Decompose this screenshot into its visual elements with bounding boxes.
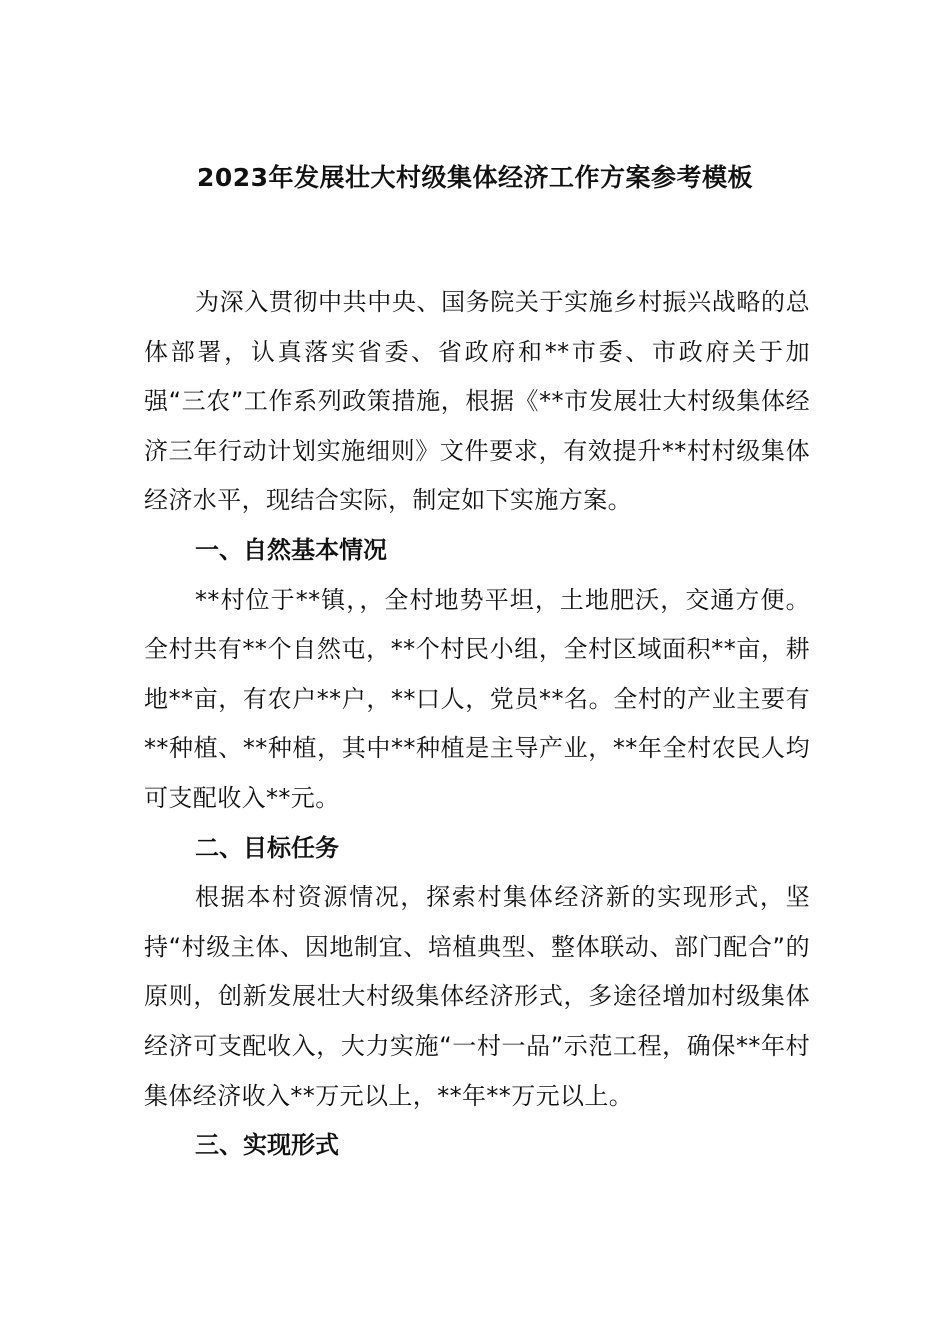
section-heading-3: 三、实现形式 xyxy=(195,1131,339,1160)
document-body xyxy=(144,278,810,1171)
section-paragraph-1: **村位于**镇，，全村地势平坦，土地肥沃，交通方便。全村共有**个自然屯，**个村民小组，全村区域面积**亩，耕地**亩，有农户**户，**口人，党员**名。全村的产业主要有**种植、**种植，其中**种植是主导产业，**年全村农民人均可支配收入**元。 xyxy=(144,585,810,812)
section-paragraph-2: 根据本村资源情况，探索村集体经济新的实现形式，坚持“村级主体、因地制宜、培植典型、整体联动、部门配合”的原则，创新发展壮大村级集体经济形式，多途径增加村级集体经济可支配收入，大力实施“一村一品”示范工程，确保**年村集体经济收入**万元以上，**年**万元以上。 xyxy=(144,883,810,1110)
document-title: 2023年发展壮大村级集体经济工作方案参考模板 xyxy=(196,163,754,192)
section-heading-1: 一、自然基本情况 xyxy=(195,535,387,564)
section-heading-2: 二、目标任务 xyxy=(195,833,339,862)
intro-paragraph: 为深入贯彻中共中央、国务院关于实施乡村振兴战略的总体部署，认真落实省委、省政府和**市委、市政府关于加强“三农”工作系列政策措施，根据《**市发展壮大村级集体经济三年行动计划实施细则》文件要求，有效提升**村村级集体经济水平，现结合实际，制定如下实施方案。 xyxy=(144,288,810,515)
